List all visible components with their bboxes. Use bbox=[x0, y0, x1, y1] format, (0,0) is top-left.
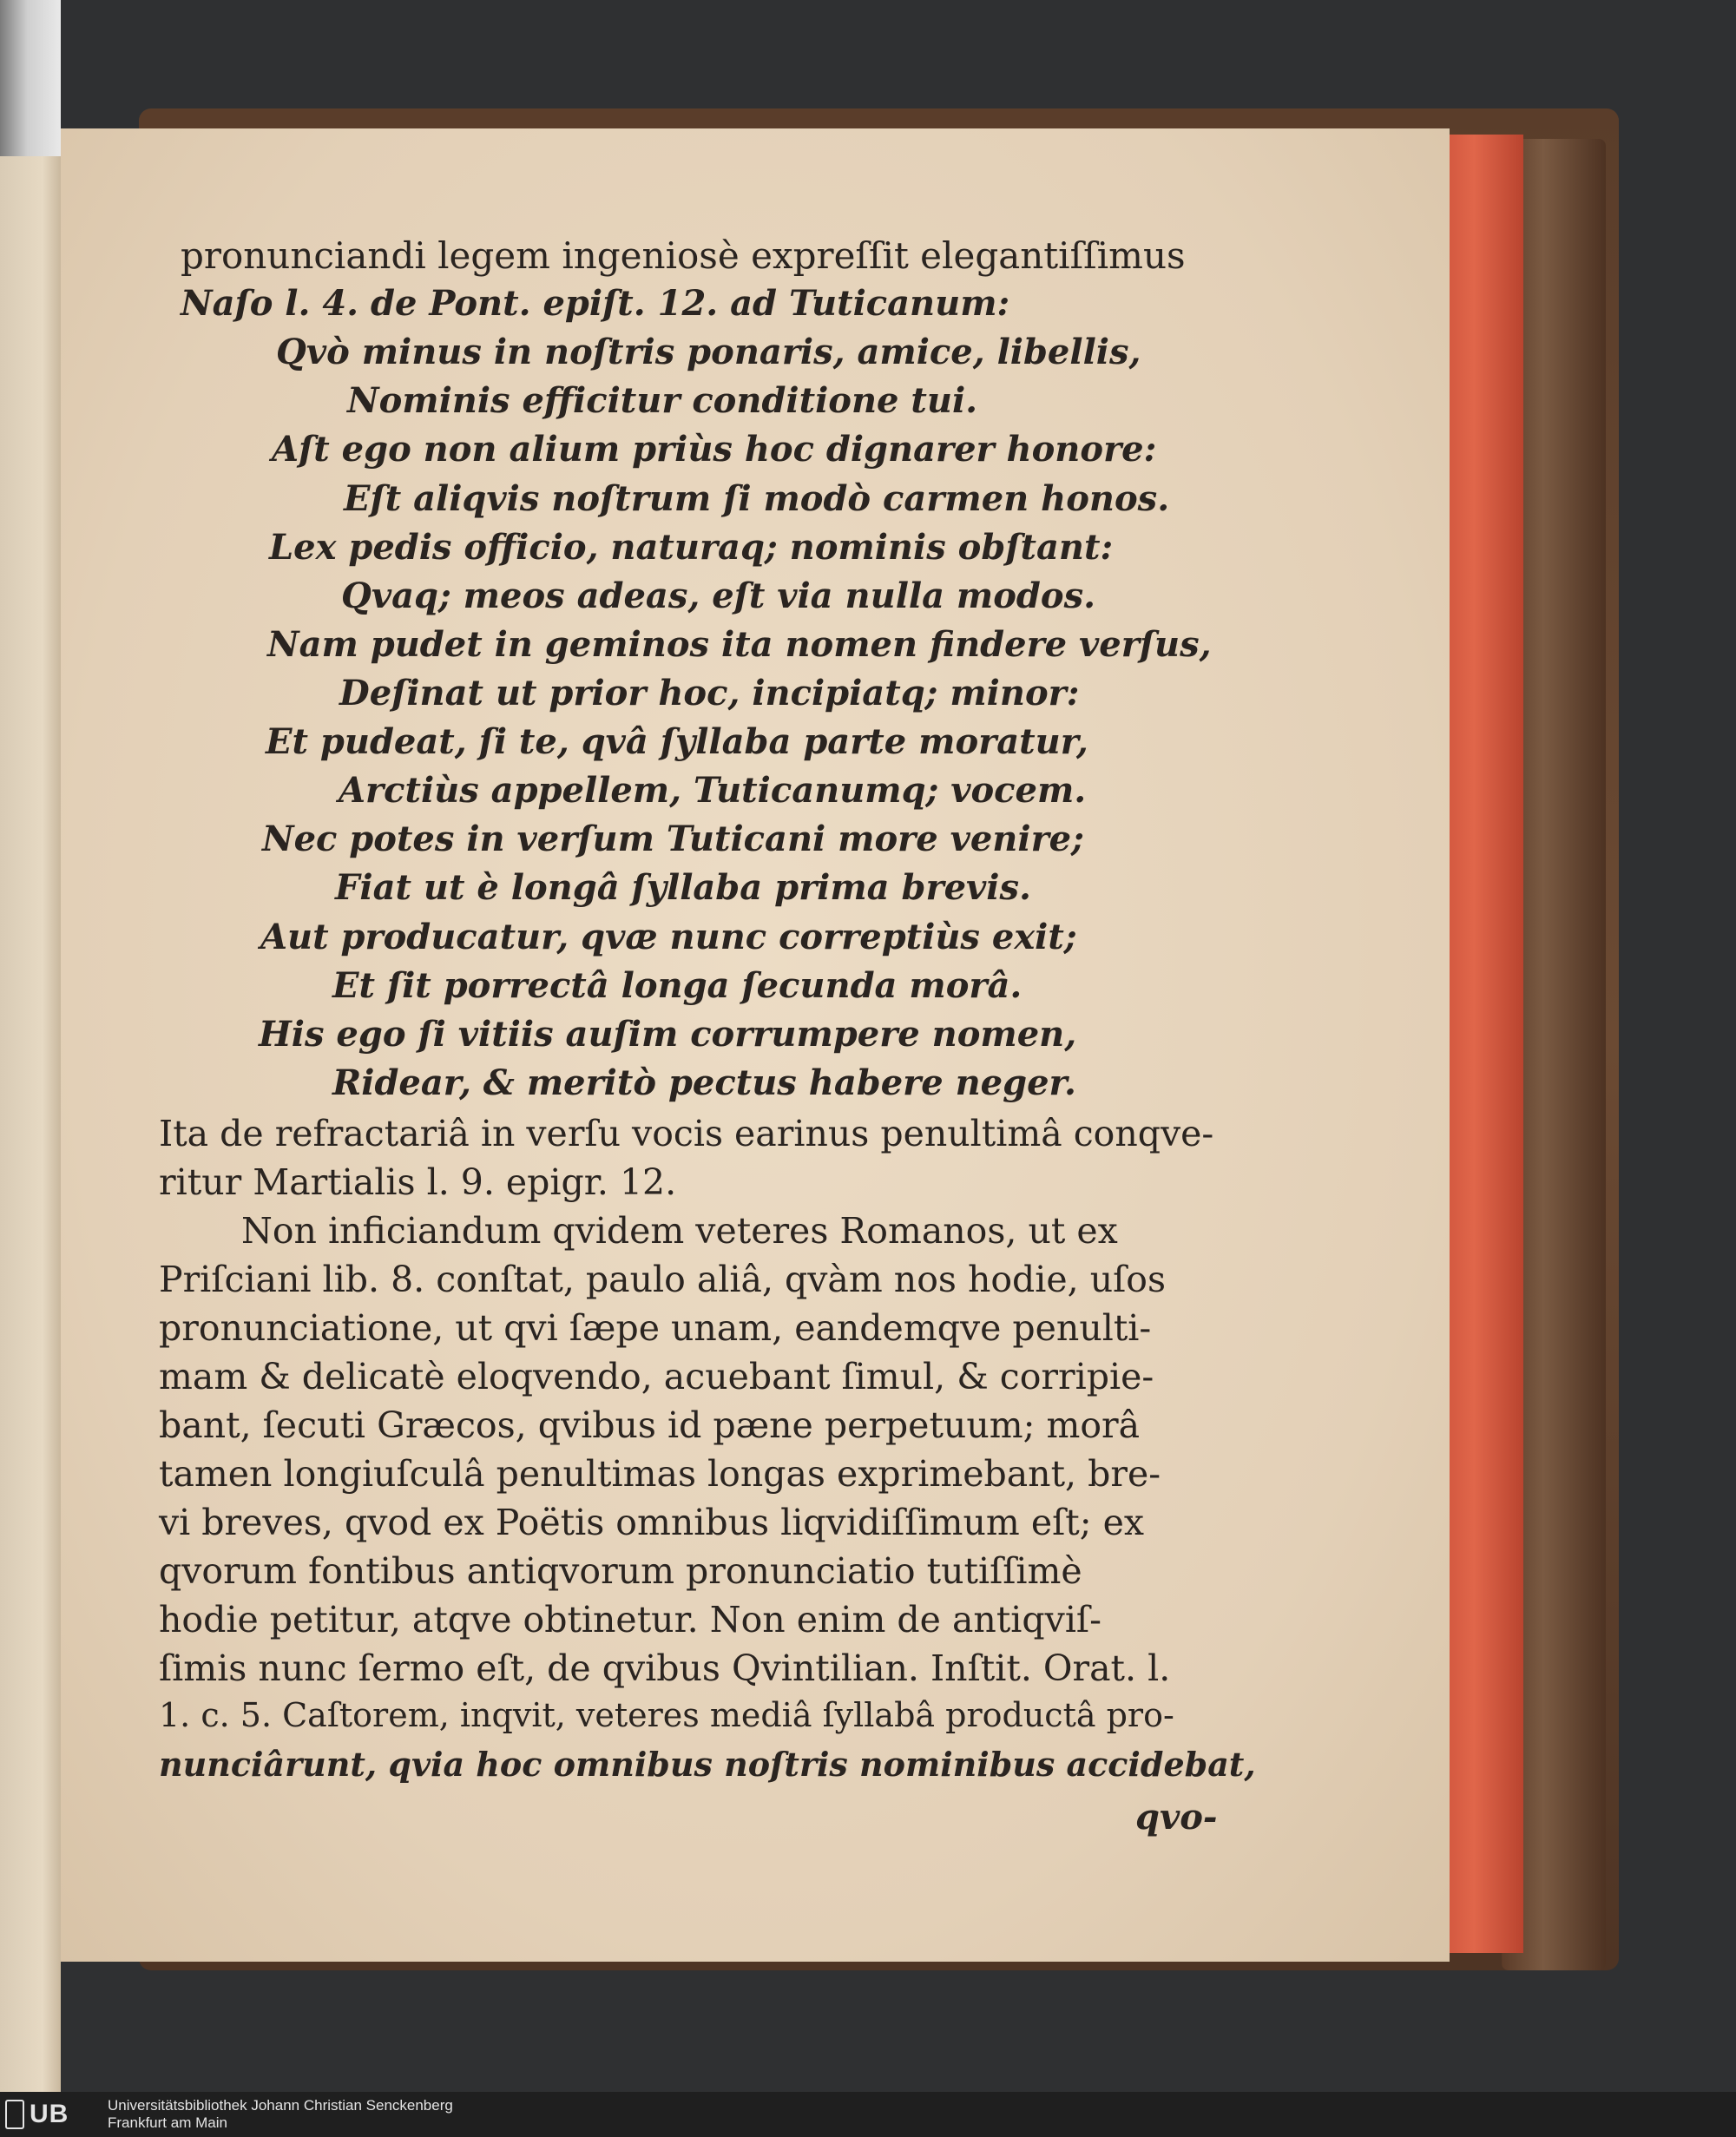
verse-line: Nominis efficitur conditione tui. bbox=[347, 380, 978, 421]
verse-line: Qvaq; meos adeas, eſt via nulla modos. bbox=[341, 575, 1096, 616]
institution-name bbox=[108, 2097, 453, 2132]
verse-line: Nam pudet in geminos ita nomen findere verſus, bbox=[267, 624, 1212, 665]
institution-line-1: Universitätsbibliothek Johann Christian Senckenberg bbox=[108, 2097, 453, 2114]
text-line: vi breves, qvod ex Poëtis omnibus liqvidiſſimum eſt; ex bbox=[159, 1502, 1144, 1543]
verse-line: Deſinat ut prior hoc, incipiatq; minor: bbox=[339, 673, 1080, 713]
text-line: pronunciandi legem ingeniosè expreſſit elegantiſſimus bbox=[181, 234, 1186, 277]
text-line: Ita de refractariâ in verſu vocis earinus penultimâ conqve- bbox=[159, 1113, 1214, 1154]
text-line: hodie petitur, atqve obtinetur. Non enim de antiqviſ- bbox=[159, 1599, 1101, 1641]
ub-logo bbox=[5, 2098, 95, 2131]
verse-line: Eſt aliqvis noſtrum ſi modò carmen honos. bbox=[344, 478, 1170, 519]
logo-text: UB bbox=[30, 2100, 69, 2128]
text-line: bant, ſecuti Græcos, qvibus id pæne perpetuum; morâ bbox=[159, 1404, 1141, 1446]
verse-line: Fiat ut è longâ ſyllaba prima brevis. bbox=[335, 867, 1031, 908]
institution-line-2: Frankfurt am Main bbox=[108, 2114, 227, 2131]
text-line: qvorum fontibus antiqvorum pronunciatio tutiſſimè bbox=[159, 1550, 1082, 1592]
text-line: Non inficiandum qvidem veteres Romanos, ut ex bbox=[241, 1210, 1118, 1252]
text-line: mam & delicatè eloqvendo, acuebant ſimul, & corripie- bbox=[159, 1356, 1154, 1397]
text-line: Naſo l. 4. de Pont. epiſt. 12. ad Tuticanum: bbox=[181, 283, 1010, 324]
text-line: nunciârunt, qvia hoc omnibus noſtris nominibus accidebat, bbox=[159, 1745, 1256, 1784]
facing-page-edge bbox=[0, 156, 61, 2092]
text-line: ſimis nunc ſermo eſt, de qvibus Qvintilian. Inſtit. Orat. l. bbox=[159, 1647, 1171, 1689]
verse-line: Et ſit porrectâ longa ſecunda morâ. bbox=[332, 965, 1023, 1006]
verse-line: Ridear, & meritò pectus habere neger. bbox=[332, 1062, 1076, 1103]
text-line: tamen longiuſculâ penultimas longas exprimebant, bre- bbox=[159, 1453, 1161, 1495]
verse-line: Nec potes in verſum Tuticani more venire; bbox=[262, 819, 1084, 859]
verse-line: Aut producatur, qvæ nunc correptiùs exit; bbox=[260, 917, 1077, 957]
verse-line: Arctiùs appellem, Tuticanumq; vocem. bbox=[339, 770, 1087, 811]
footer-bar bbox=[0, 2092, 1736, 2137]
text-line: Priſciani lib. 8. conſtat, paulo aliâ, qvàm nos hodie, uſos bbox=[159, 1259, 1167, 1300]
verse-line: Qvò minus in noſtris ponaris, amice, libellis, bbox=[276, 332, 1141, 372]
catchword: qvo- bbox=[1135, 1797, 1218, 1838]
book-icon bbox=[5, 2100, 24, 2129]
red-page-edges bbox=[1441, 135, 1523, 1953]
verse-line: His ego ſi vitiis auſim corrumpere nomen, bbox=[259, 1014, 1077, 1055]
verse-line: Aſt ego non alium priùs hoc dignarer honore: bbox=[272, 429, 1157, 470]
text-line: 1. c. 5. Caſtorem, inqvit, veteres mediâ ſyllabâ productâ pro- bbox=[159, 1696, 1174, 1734]
verse-line: Et pudeat, ſi te, qvâ ſyllaba parte moratur, bbox=[266, 721, 1088, 762]
text-line: ritur Martialis l. 9. epigr. 12. bbox=[159, 1161, 677, 1203]
text-line: pronunciatione, ut qvi ſæpe unam, eandemqve penulti- bbox=[159, 1307, 1152, 1349]
verse-line: Lex pedis officio, naturaq; nominis obſtant: bbox=[269, 527, 1114, 568]
